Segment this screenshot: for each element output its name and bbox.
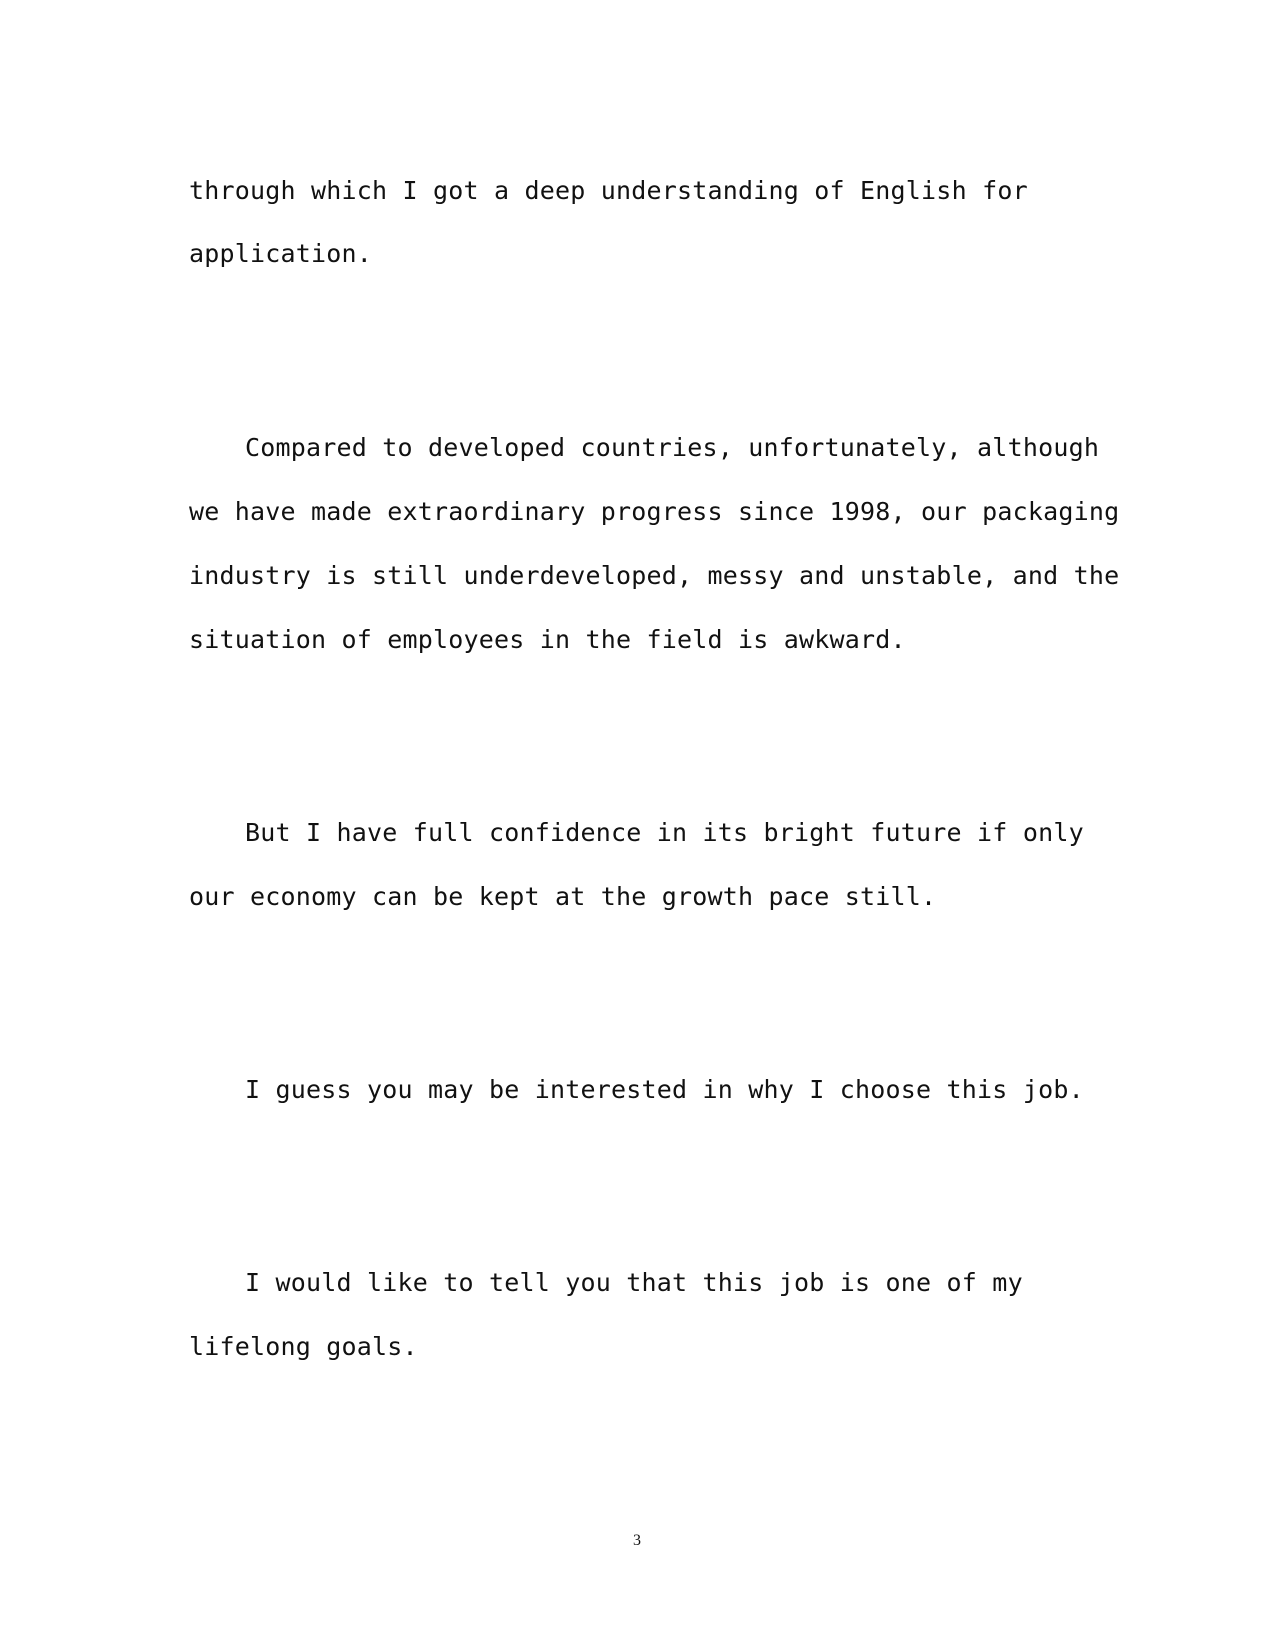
page-number: 3: [633, 1532, 641, 1549]
paragraph-3-line-2: our economy can be kept at the growth pace still.: [189, 882, 937, 911]
paragraph-5-line-2: lifelong goals.: [189, 1332, 418, 1361]
paragraph-5-line-1: I would like to tell you that this job is one of my: [245, 1268, 1023, 1297]
paragraph-2-line-3: industry is still underdeveloped, messy and unstable, and the: [189, 561, 1120, 590]
paragraph-2-line-1: Compared to developed countries, unfortunately, although: [245, 433, 1100, 462]
paragraph-2-line-2: we have made extraordinary progress since 1998, our packaging: [189, 497, 1120, 526]
paragraph-2-line-4: situation of employees in the field is awkward.: [189, 625, 906, 654]
paragraph-1-line-2: application.: [189, 239, 373, 268]
paragraph-4-line-1: I guess you may be interested in why I choose this job.: [245, 1075, 1084, 1104]
paragraph-1-line-1: through which I got a deep understanding of English for: [189, 176, 1028, 205]
paragraph-3-line-1: But I have full confidence in its bright future if only: [245, 818, 1084, 847]
